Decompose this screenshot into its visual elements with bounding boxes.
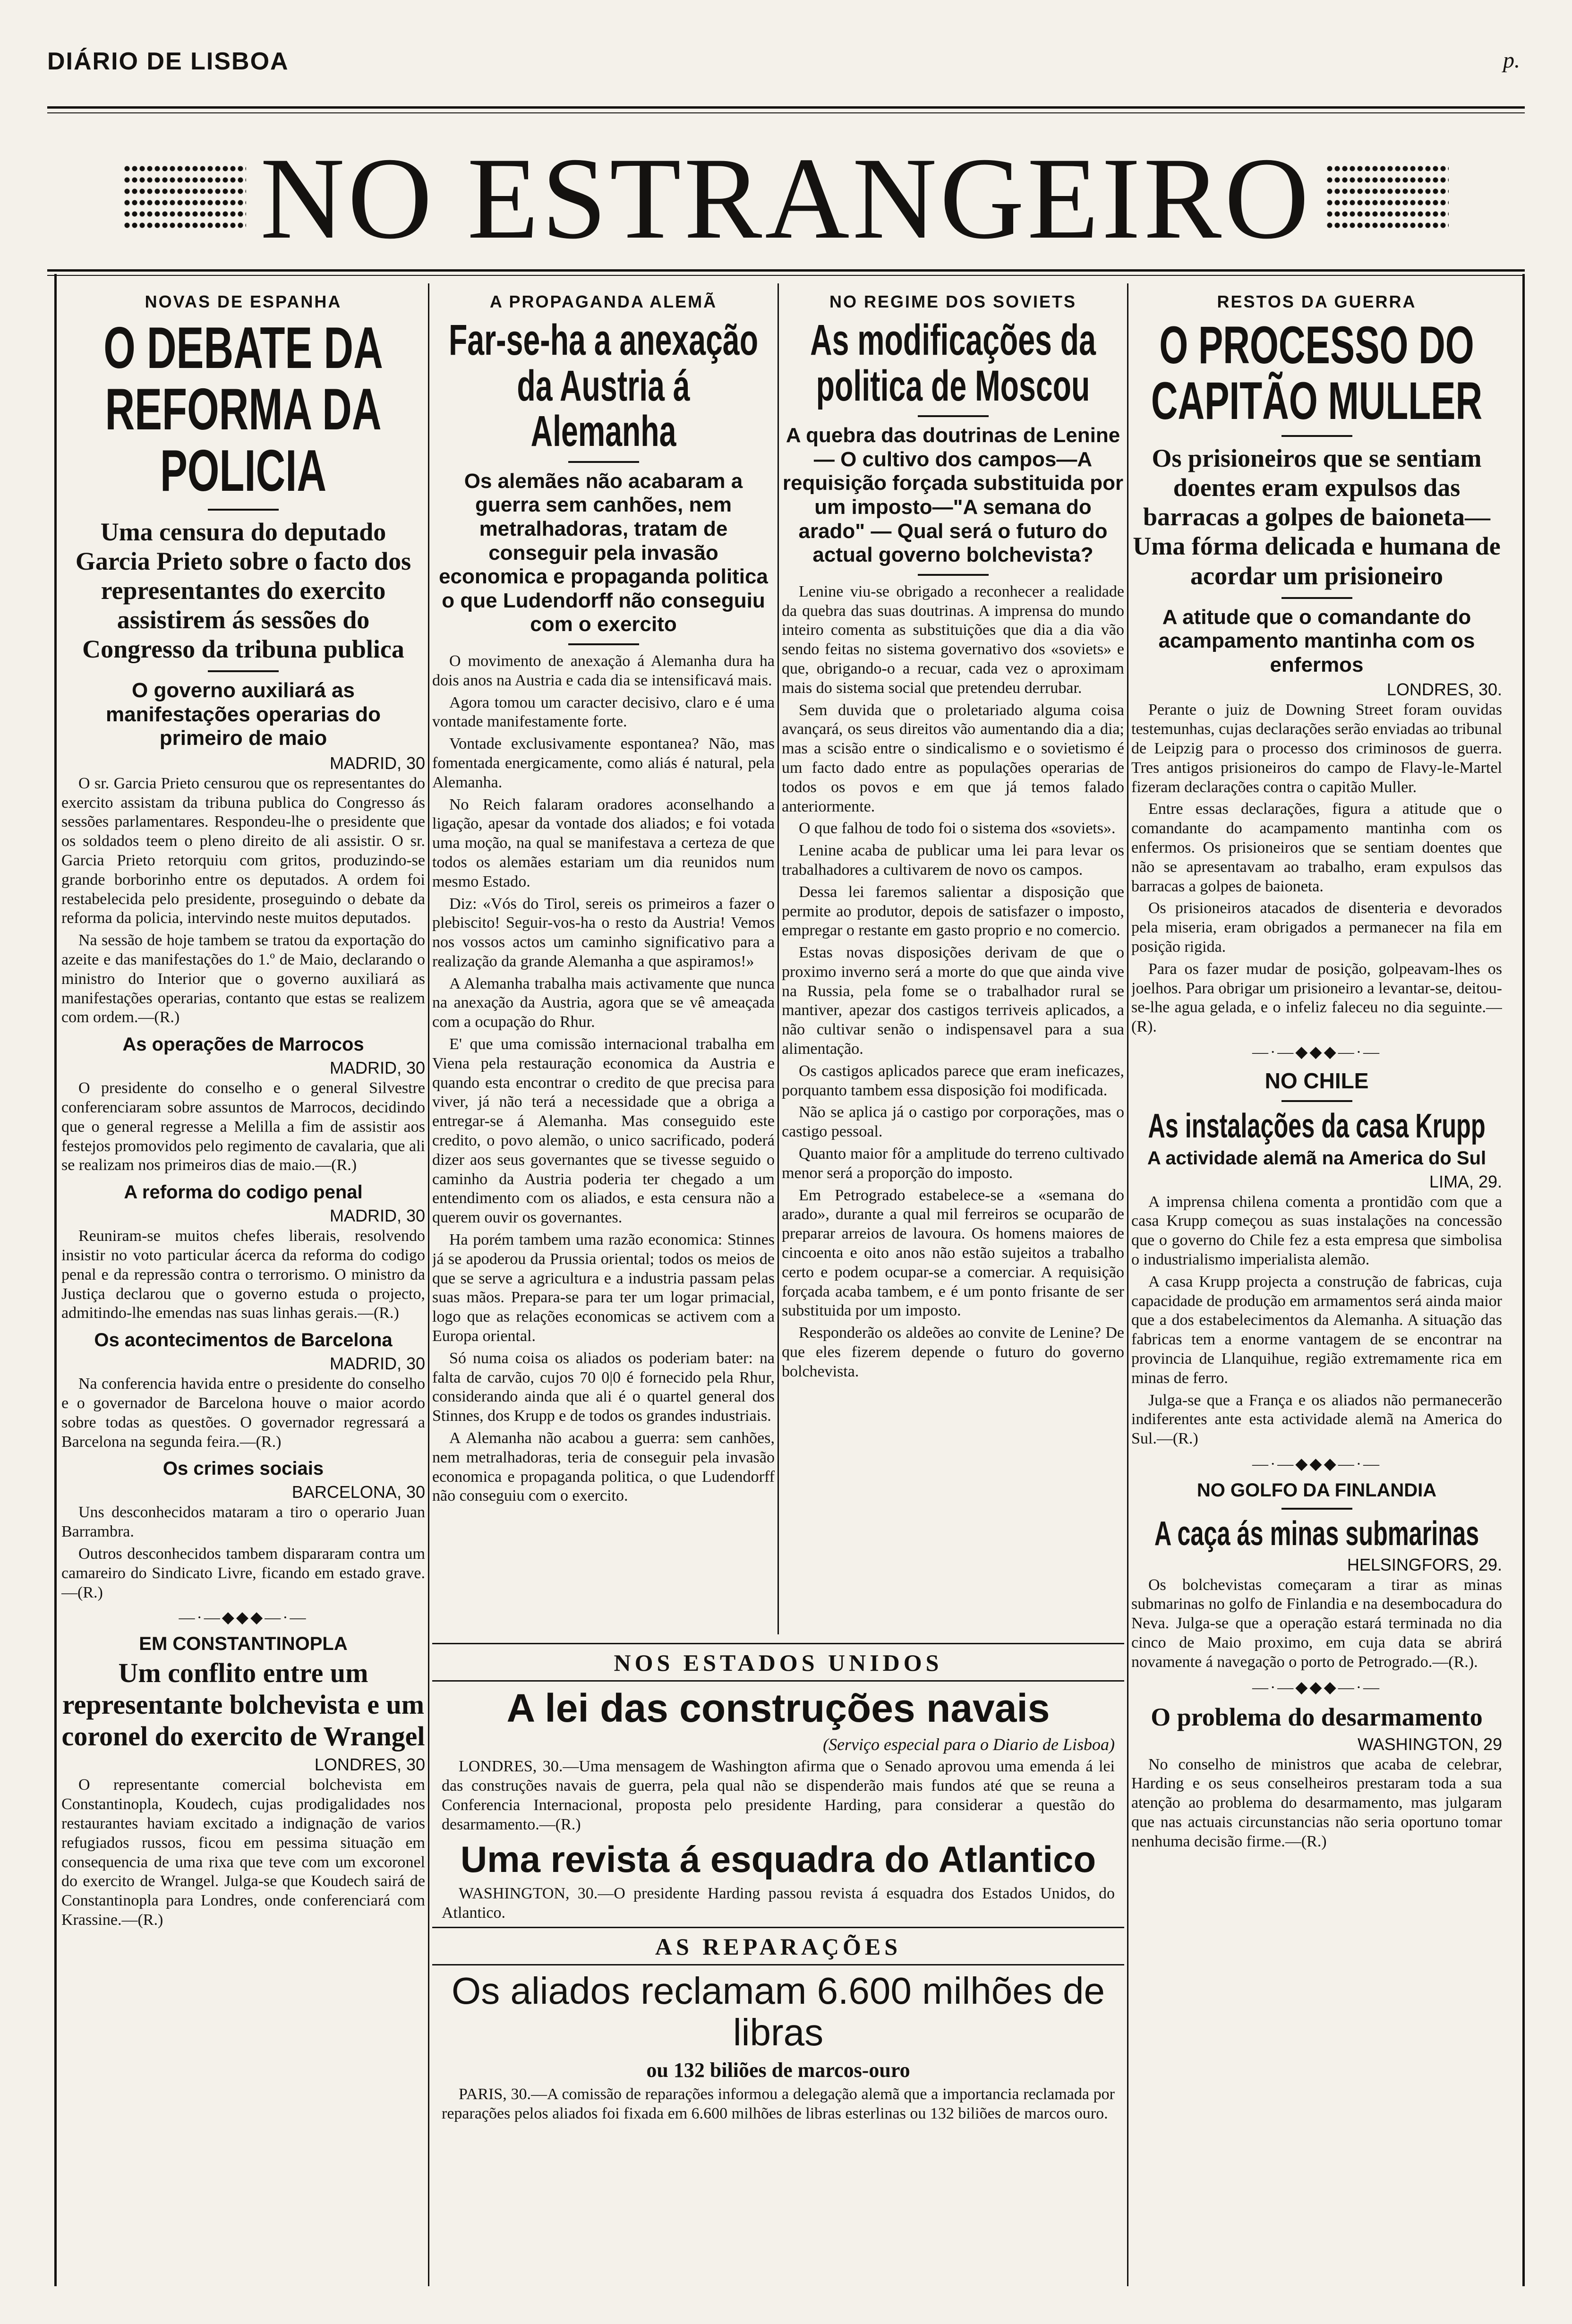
headline: Uma revista á esquadra do Atlantico [460, 1838, 1096, 1880]
headline: O DEBATE DA REFORMA DA POLICIA [103, 316, 383, 504]
column-war-remnants [1131, 283, 1502, 2281]
paragraph: Os prisioneiros atacados de disenteria e devorados pela miseria, eram obrigados a permanecer na fila em posição rigida. [1131, 899, 1502, 956]
paper-name: DIÁRIO DE LISBOA [47, 48, 289, 75]
section-title: NO ESTRANGEIRO [260, 133, 1312, 263]
deck: Uma censura do deputado Garcia Prieto sobre o facto dos representantes do exercito assistirem ás sessões do Congresso da tribuna publica [75, 517, 411, 663]
paragraph: Responderão os aldeões ao convite de Lenine? De que eles fizerem depende o futuro do governo bolchevista. [782, 1324, 1124, 1380]
subheading: ou 132 biliões de marcos-ouro [646, 2058, 910, 2082]
headline: O problema do desarmamento [1151, 1702, 1483, 1731]
paragraph: No Reich falaram oradores aconselhando a ligação, apesar da vontade dos aliados; e foi votada uma moção, na qual se manifestava a certeza de que todos os alemães estariam um dia reunidos num mesmo Estado. [432, 795, 775, 890]
bottom-news-block [432, 1639, 1124, 2272]
paragraph: A Alemanha trabalha mais activamente que nunca na anexação da Austria, agora que se vê ameaçada com a ocupação do Rhur. [432, 974, 775, 1031]
paragraph: Os castigos aplicados parece que eram ineficazes, porquanto tambem essa disposição foi modificada. [782, 1062, 1124, 1099]
divider [432, 1964, 1124, 1965]
kicker: NO CHILE [1264, 1068, 1369, 1093]
ornament-divider: —·—◆◆◆—·— [1252, 1043, 1382, 1061]
ornament-divider: —·—◆◆◆—·— [1252, 1455, 1382, 1473]
dateline: MADRID, 30 [329, 753, 425, 773]
paragraph: Vontade exclusivamente espontanea? Não, mas fomentada energicamente, como aliás é natural, pela Alemanha. [432, 735, 775, 791]
subheading: Os crimes sociais [162, 1458, 324, 1479]
paragraph: Não se aplica já o castigo por corporações, mas o castigo pessoal. [782, 1103, 1124, 1141]
paragraph: No conselho de ministros que acaba de celebrar, Harding e os seus conselheiros prestaram toda a sua atenção ao problema do desarmamento, mas julgaram que nas actuais circunstancias não seria oportuno tomar nenhuma decisão firme.—(R.) [1131, 1755, 1502, 1850]
dateline: HELSINGFORS, 29. [1347, 1555, 1502, 1574]
kicker: NOVAS DE ESPANHA [145, 292, 342, 311]
column-divider-2 [777, 283, 779, 1634]
dateline: MADRID, 30 [329, 1206, 425, 1226]
column-german-propaganda [432, 283, 775, 1630]
paragraph: Para os fazer mudar de posição, golpeavam-lhes os joelhos. Para obrigar um prisioneiro a levantar-se, deitou-se-lhe agua gelada, e o infeliz faleceu no dia seguinte.—(R). [1131, 960, 1502, 1036]
subheading: A reforma do codigo penal [124, 1182, 363, 1203]
paragraph: Julga-se que a França e os aliados não permanecerão indiferentes ante esta actividade alemã na America do Sul.—(R.) [1131, 1391, 1502, 1448]
paragraph: Só numa coisa os aliados os poderiam bater: na falta de carvão, cujos 70 0|0 é fornecido pela Rhur, considerando ainda que ali é o quartel general dos Stinnes, dos Krupp e de todos os grandes industriais. [432, 1349, 775, 1425]
paragraph: Reuniram-se muitos chefes liberais, resolvendo insistir no voto particular ácerca da reforma do codigo penal e da repressão contra o terrorismo. O ministro da Justiça declarou que o governo estuda o projecto, admitindo-lhe emendas nas suas linhas gerais.—(R.) [61, 1227, 425, 1322]
paragraph: Perante o juiz de Downing Street foram ouvidas testemunhas, cujas declarações serão enviadas ao tribunal de Leipzig para o processo dos criminosos de guerra. Tres antigos prisioneiros do campo de Flavy-le-Martel fizeram declarações contra o capitão Muller. [1131, 701, 1502, 796]
headline: As instalações da casa Krupp [1148, 1107, 1486, 1145]
paragraph: E' que uma comissão internacional trabalha em Viena pela restauração economica da Austria e quando esta encontrar o credito de que precisa para viver, já não terá a necessidade que a obriga a entregar-se á Alemanha. Mas conseguido este credito, o povo alemão, o unico sacrificado, poderá dizer aos seus governantes que se tivesse seguido o caminho da Austria poderia ter chegado a um entendimento com os aliados, e esta censura não a querem ouvir os governantes. [432, 1035, 775, 1227]
paragraph: Sem duvida que o proletariado alguma coisa avançará, os seus direitos vão aumentando dia a dia; mas a scisão entre o sindicalismo e o sovietismo é um facto dado entre as populações operarias de todos os povos e em que já temos falado anteriormente. [782, 701, 1124, 815]
paragraph: Em Petrogrado estabelece-se a «semana do arado», durante a qual mil ferreiros se ocuparão de preparar arreios de lavoura. Os homens maiores de cincoenta e oito anos não estão sujeitos a trabalho certo e podem ocupar-se a comerciar. A requisição forçada acaba tambem, e é um ponto frisante de ser substituida por um imposto. [782, 1186, 1124, 1320]
headline: Far-se-ha a anexação da Austria á Alemanha [448, 316, 759, 456]
dateline: MADRID, 30 [329, 1354, 425, 1374]
paragraph: WASHINGTON, 30.—O presidente Harding passou revista á esquadra dos Estados Unidos, do Atlantico. [442, 1885, 1115, 1922]
dateline: LONDRES, 30. [1386, 680, 1502, 700]
divider [568, 643, 639, 645]
paragraph: Quanto maior fôr a amplitude do terreno cultivado menor será a proporção do imposto. [782, 1145, 1124, 1182]
section-header [61, 133, 1511, 263]
deck: Os alemães não acabaram a guerra sem canhões, nem metralhadoras, tratam de conseguir pela invasão economica e propaganda politica o que Ludendorff não conseguiu com o exercito [439, 469, 768, 636]
paragraph: A Alemanha não acabou a guerra: sem canhões, nem metralhadoras, teria de conseguir pela invasão economica e propaganda politica, o que Ludendorff não conseguiu com o exercito. [432, 1429, 775, 1505]
subdeck: A actividade alemã na America do Sul [1147, 1147, 1487, 1169]
divider [208, 670, 279, 672]
paragraph: Na conferencia havida entre o presidente do conselho e o governador de Barcelona houve o maior acordo sobre todas as questões. O governador regressará a Barcelona na segunda feira.—(R.) [61, 1375, 425, 1451]
dateline: LONDRES, 30 [314, 1755, 425, 1775]
divider [432, 1927, 1124, 1928]
paragraph: Estas novas disposições derivam de que o proximo inverno será a morte do que que ainda vive na Russia, pela fome se o trabalhador rural se mantiver, apezar dos castigos terriveis aplicados, a não cultivar senão o indispensavel para a sua alimentação. [782, 944, 1124, 1058]
divider [1282, 597, 1352, 599]
headline: A lei das construções navais [506, 1686, 1050, 1730]
ornament-divider: —·—◆◆◆—·— [1252, 1678, 1382, 1696]
paragraph: LONDRES, 30.—Uma mensagem de Washington afirma que o Senado aprovou uma emenda á lei das construções navais de guerra, pela qual não se dispenderão mais fundos até que se reuna a Conferencia Internacional, proposta pelo presidente Harding, para considerar a questão do desarmamento.—(R.) [442, 1758, 1115, 1833]
dateline: LIMA, 29. [1429, 1171, 1502, 1191]
paragraph: A casa Krupp projecta a construção de fabricas, cuja capacidade de produção em armamentos será ainda maior que a dos estabelecimentos da Alemanha. A situação das fabricas tem a enorme vantagem de se encontrar na provincia de Llanquihue, região extremamente rica em minas de ferro. [1131, 1273, 1502, 1387]
paragraph: Entre essas declarações, figura a atitude que o comandante do acampamento mantinha com os enfermos. Os prisioneiros que se sentiam doentes que não se apresentavam ao trabalho, eram expulsos das barracas a golpes de baioneta. [1131, 800, 1502, 895]
divider [918, 574, 989, 576]
kicker: AS REPARAÇÕES [655, 1933, 902, 1960]
ornament-divider: —·—◆◆◆—·— [179, 1609, 308, 1627]
dot-ornament-right [1326, 163, 1449, 234]
section-rule [47, 269, 1525, 272]
kicker: NOS ESTADOS UNIDOS [614, 1649, 943, 1676]
kicker: NO REGIME DOS SOVIETS [829, 292, 1077, 311]
divider [918, 415, 989, 417]
divider [1282, 435, 1352, 437]
dateline: WASHINGTON, 29 [1357, 1734, 1502, 1754]
column-soviets [782, 283, 1124, 1630]
paragraph: A imprensa chilena comenta a prontidão com que a casa Krupp começou as suas instalações na concessão que o governo do Chile fez a esta empresa que simbolisa o industrialismo imperialista alemão. [1131, 1193, 1502, 1268]
headline: As modificações da politica de Moscou [810, 316, 1096, 410]
dateline: BARCELONA, 30 [291, 1482, 425, 1502]
deck: A quebra das doutrinas de Lenine — O cultivo dos campos—A requisição forçada substituida por um imposto—"A semana do arado" — Qual será o futuro do actual governo bolchevista? [782, 424, 1124, 567]
divider [1282, 1100, 1352, 1102]
headline: Um conflito entre um representante bolchevista e um coronel do exercito de Wrangel [61, 1658, 425, 1752]
column-divider-1 [428, 283, 429, 2286]
subheading: Os acontecimentos de Barcelona [94, 1330, 393, 1351]
divider [208, 509, 279, 511]
divider [568, 461, 639, 463]
paragraph: Dessa lei faremos salientar a disposição que permite ao produtor, depois de satisfazer o imposto, empregar o restante em gasto proprio e no comercio. [782, 883, 1124, 940]
paragraph: Diz: «Vós do Tirol, sereis os primeiros a fazer o plebiscito! Seguir-vos-ha o resto da Austria! Vemos nos vossos actos um caminho significativo para a realização da grande Alemanha a que aspiramos!» [432, 895, 775, 970]
paragraph: O presidente do conselho e o general Silvestre conferenciaram sobre assuntos de Marrocos, decidindo que o general regresse a Melilla a fim de assistir aos festejos promovidos pelo regimento de cavalaria, que ali se realizam nos primeiros dias de maio.—(R.) [61, 1079, 425, 1174]
page-number: p. [1503, 48, 1520, 73]
column-spain [61, 283, 425, 2281]
paragraph: O que falhou de todo foi o sistema dos «soviets». [799, 820, 1116, 837]
kicker: NO GOLFO DA FINLANDIA [1196, 1479, 1437, 1501]
divider [432, 1680, 1124, 1682]
paragraph: Os bolchevistas começaram a tirar as minas submarinas no golfo de Finlandia e na desembocadura do Neva. Julga-se que a operação estará terminada no dia cinco de Maio proximo, em cuja data se abrirá novamente á navegação o porto de Petrogrado.—(R.). [1131, 1576, 1502, 1671]
subdeck: O governo auxiliará as manifestações operarias do primeiro de maio [105, 679, 381, 750]
paragraph: Uns desconhecidos mataram a tiro o operario Juan Barrambra. [61, 1504, 425, 1541]
paragraph: O movimento de anexação á Alemanha dura ha dois anos na Austria e cada dia se intensificavá mais. [432, 652, 775, 689]
top-rule-thin [47, 112, 1525, 113]
paragraph: Lenine acaba de publicar uma lei para levar os trabalhadores a cultivarem de novo os campos. [782, 842, 1124, 879]
credit-line: (Serviço especial para o Diario de Lisboa) [823, 1735, 1115, 1754]
paragraph: PARIS, 30.—A comissão de reparações informou a delegação alemã que a importancia reclamada por reparações pelos aliados foi fixada em 6.600 milhões de libras esterlinas ou 132 biliões de marcos ouro. [442, 2085, 1115, 2122]
paragraph: Agora tomou um caracter decisivo, claro e é uma vontade manifestamente forte. [432, 693, 775, 731]
top-rule [47, 106, 1525, 109]
deck: Os prisioneiros que se sentiam doentes eram expulsos das barracas a golpes de baioneta—Uma fórma delicada e humana de acordar um prisioneiro [1133, 444, 1501, 590]
kicker: RESTOS DA GUERRA [1217, 292, 1417, 311]
divider [1282, 1508, 1352, 1510]
kicker: EM CONSTANTINOPLA [139, 1633, 348, 1655]
paragraph: Na sessão de hoje tambem se tratou da exportação do azeite e das manifestações do 1.º de Maio, declarando o ministro do Interior que o governo auxiliará as manifestações operarias, contanto que estas se realizem com ordem.—(R.) [61, 931, 425, 1026]
paragraph: Outros desconhecidos tambem dispararam contra um camareiro do Sindicato Livre, ficando em estado grave.—(R.) [61, 1545, 425, 1601]
paragraph: Lenine viu-se obrigado a reconhecer a realidade da quebra das suas doutrinas. A imprensa do mundo inteiro comenta as substituições que dia a dia vão sendo feitas no sistema governativo dos «soviets» e que, obrigando-o a recuar, cada vez o aproximam mais do sistema social que pretendeu derrubar. [782, 582, 1124, 697]
paragraph: Ha porém tambem uma razão economica: Stinnes já se apoderou da Prussia oriental; todos os meios de que se serve a agricultura e a industria passam pelas suas mãos. Prepara-se para ter um logar primacial, logo que as relações economicas se activem com a Europa oriental. [432, 1231, 775, 1345]
dateline: MADRID, 30 [329, 1058, 425, 1078]
divider [432, 1643, 1124, 1644]
paragraph: O sr. Garcia Prieto censurou que os representantes do exercito assistam da tribuna publica do Congresso ás sessões parlamentares. Respondeu-lhe o presidente que os soldados teem o pleno direito de ali assistir. O sr. Garcia Prieto retorquiu com gritos, produzindo-se grande borborinho entre os deputados. A ordem foi restabelecida pelo presidente, proseguindo o debate da reforma da policia, intervindo neste muitos deputados. [61, 774, 425, 927]
column-divider-3 [1127, 283, 1128, 2286]
dot-ornament-left [123, 163, 246, 234]
masthead [47, 33, 1525, 94]
kicker: A PROPAGANDA ALEMÃ [489, 292, 718, 311]
subdeck: A atitude que o comandante do acampamento mantinha com os enfermos [1158, 605, 1475, 676]
headline: A caça ás minas submarinas [1154, 1514, 1479, 1553]
subheading: As operações de Marrocos [122, 1034, 364, 1055]
headline: Os aliados reclamam 6.600 milhões de libras [452, 1969, 1105, 2053]
headline: O PROCESSO DO CAPITÃO MULLER [1151, 316, 1483, 430]
paragraph: O representante comercial bolchevista em Constantinopla, Koudech, cujas prodigalidades nos restaurantes haviam excitado a indignação de varios refugiados russos, ficou em pessima situação em consequencia de uma rixa que teve com um excoronel do exercito de Wrangel. Julga-se que Koudech sairá de Constantinopla para Londres, onde conferenciará com Krassine.—(R.) [61, 1776, 425, 1929]
